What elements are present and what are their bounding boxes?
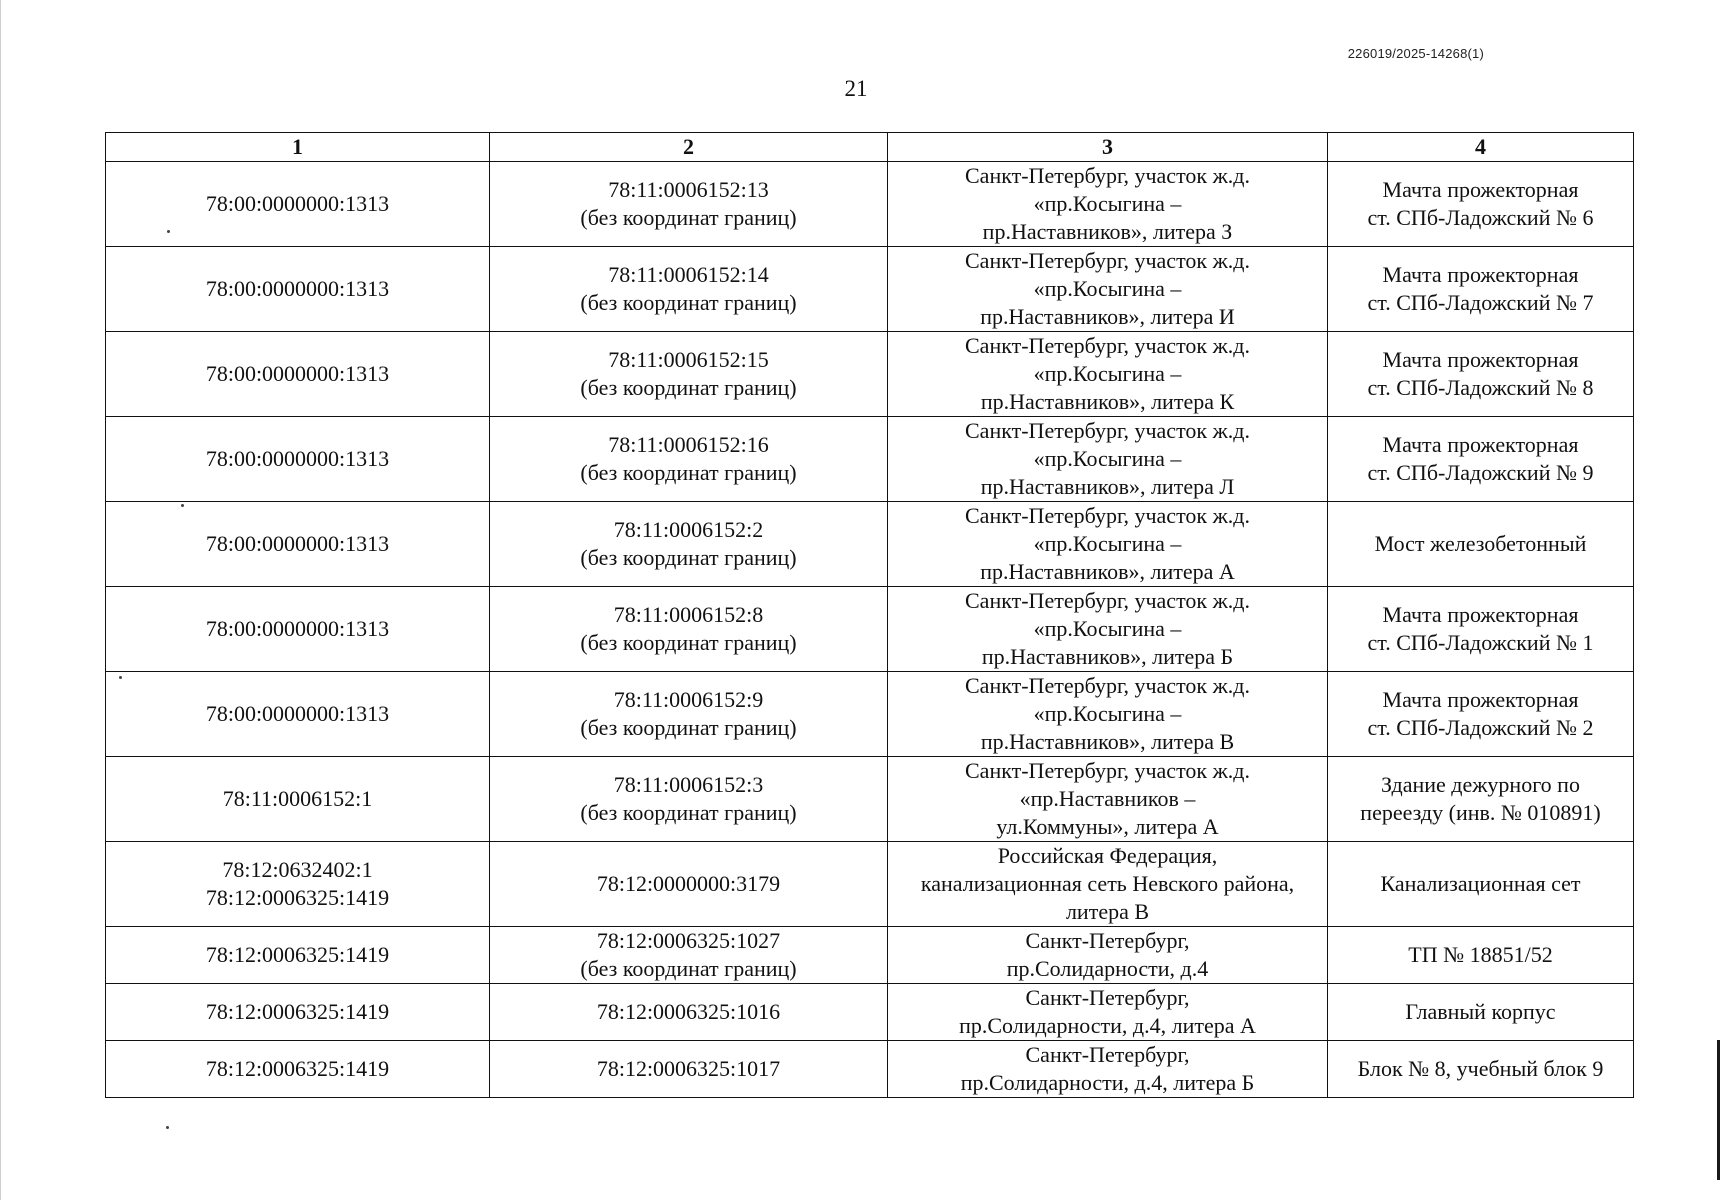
table-row: [106, 162, 1634, 247]
table-row: [106, 927, 1634, 984]
cell-text-line: Санкт-Петербург, участок ж.д.: [965, 163, 1250, 188]
table-row: [106, 332, 1634, 417]
cell-text-line: пр.Наставников», литера И: [980, 304, 1235, 329]
cell-text-line: (без координат границ): [580, 290, 797, 315]
cell-text-line: «пр.Косыгина –: [1033, 191, 1182, 216]
cell-text-line: ст. СПб-Ладожский № 9: [1367, 460, 1594, 485]
address-cell: [888, 927, 1328, 984]
object-name-cell: [1328, 162, 1634, 247]
address-cell: [888, 587, 1328, 672]
object-cadastral-number-cell: [490, 927, 888, 984]
address-cell: [888, 842, 1328, 927]
cell-text-line: Здание дежурного по: [1381, 772, 1580, 797]
object-name-cell: [1328, 672, 1634, 757]
cell-text-line: канализационная сеть Невского района,: [920, 871, 1295, 896]
cell-text-line: 78:12:0006325:1017: [596, 1056, 781, 1081]
cell-text-line: 78:12:0006325:1027: [596, 928, 781, 953]
cell-text-line: 78:00:0000000:1313: [205, 701, 390, 726]
cell-text-line: 78:12:0632402:1: [222, 857, 373, 882]
address-cell: [888, 162, 1328, 247]
address-cell: [888, 984, 1328, 1041]
cell-text-line: Блок № 8, учебный блок 9: [1357, 1056, 1604, 1081]
table-body: [106, 162, 1634, 1098]
cell-text-line: 78:00:0000000:1313: [205, 446, 390, 471]
cell-text-line: Канализационная сет: [1380, 871, 1581, 896]
cell-text-line: 78:11:0006152:1: [222, 786, 373, 811]
cell-text-line: ул.Коммуны», литера А: [996, 814, 1219, 839]
object-name-cell: [1328, 927, 1634, 984]
cadastral-number-cell: [106, 417, 490, 502]
cell-text-line: «пр.Косыгина –: [1033, 701, 1182, 726]
object-cadastral-number-cell: [490, 332, 888, 417]
cell-text-line: Мачта прожекторная: [1382, 602, 1579, 627]
cell-text-line: 78:12:0006325:1419: [205, 942, 390, 967]
cadastral-register-table: [105, 132, 1634, 1098]
address-cell: [888, 417, 1328, 502]
cadastral-number-cell: [106, 587, 490, 672]
object-cadastral-number-cell: [490, 247, 888, 332]
cell-text-line: пр.Наставников», литера Б: [981, 644, 1234, 669]
cell-text-line: литера В: [1065, 899, 1150, 924]
cell-text-line: 78:12:0006325:1016: [596, 999, 781, 1024]
object-cadastral-number-cell: [490, 842, 888, 927]
column-header-4: 4: [1328, 133, 1634, 162]
cell-text-line: 78:11:0006152:13: [608, 177, 769, 202]
cell-text-line: Мачта прожекторная: [1382, 687, 1579, 712]
address-cell: [888, 502, 1328, 587]
table-row: [106, 1041, 1634, 1098]
cell-text-line: Санкт-Петербург,: [1025, 1042, 1190, 1067]
cell-text-line: 78:00:0000000:1313: [205, 616, 390, 641]
cell-text-line: (без координат границ): [580, 800, 797, 825]
cell-text-line: «пр.Наставников –: [1019, 786, 1196, 811]
cadastral-number-cell: [106, 502, 490, 587]
object-cadastral-number-cell: [490, 417, 888, 502]
cell-text-line: ст. СПб-Ладожский № 1: [1367, 630, 1594, 655]
object-name-cell: [1328, 332, 1634, 417]
object-name-cell: [1328, 757, 1634, 842]
cell-text-line: пр.Наставников», литера З: [982, 219, 1233, 244]
cadastral-number-cell: [106, 247, 490, 332]
cell-text-line: (без координат границ): [580, 956, 797, 981]
cell-text-line: Санкт-Петербург, участок ж.д.: [965, 333, 1250, 358]
cell-text-line: Мачта прожекторная: [1382, 432, 1579, 457]
object-name-cell: [1328, 587, 1634, 672]
cell-text-line: пр.Наставников», литера Л: [980, 474, 1235, 499]
object-cadastral-number-cell: [490, 587, 888, 672]
cell-text-line: «пр.Косыгина –: [1033, 361, 1182, 386]
cell-text-line: Санкт-Петербург,: [1025, 928, 1190, 953]
column-header-3: 3: [888, 133, 1328, 162]
address-cell: [888, 757, 1328, 842]
cell-text-line: ст. СПб-Ладожский № 7: [1367, 290, 1594, 315]
cell-text-line: ТП № 18851/52: [1408, 942, 1553, 967]
object-cadastral-number-cell: [490, 162, 888, 247]
cell-text-line: ст. СПб-Ладожский № 6: [1367, 205, 1594, 230]
table-row: [106, 417, 1634, 502]
object-name-cell: [1328, 502, 1634, 587]
cell-text-line: пр.Солидарности, д.4, литера А: [959, 1013, 1256, 1038]
cell-text-line: 78:12:0006325:1419: [205, 885, 390, 910]
table-row: [106, 672, 1634, 757]
cadastral-number-cell: [106, 757, 490, 842]
cell-text-line: Российская Федерация,: [997, 843, 1218, 868]
cell-text-line: ст. СПб-Ладожский № 2: [1367, 715, 1594, 740]
cell-text-line: (без координат границ): [580, 375, 797, 400]
cell-text-line: 78:11:0006152:9: [613, 687, 764, 712]
object-name-cell: [1328, 1041, 1634, 1098]
address-cell: [888, 332, 1328, 417]
cell-text-line: (без координат границ): [580, 460, 797, 485]
cell-text-line: Санкт-Петербург, участок ж.д.: [965, 588, 1250, 613]
cadastral-number-cell: [106, 162, 490, 247]
cell-text-line: Санкт-Петербург, участок ж.д.: [965, 418, 1250, 443]
cadastral-number-cell: [106, 842, 490, 927]
object-cadastral-number-cell: [490, 757, 888, 842]
address-cell: [888, 1041, 1328, 1098]
cell-text-line: (без координат границ): [580, 205, 797, 230]
table-row: [106, 842, 1634, 927]
object-cadastral-number-cell: [490, 672, 888, 757]
cell-text-line: «пр.Косыгина –: [1033, 446, 1182, 471]
cell-text-line: 78:11:0006152:3: [613, 772, 764, 797]
cell-text-line: переезду (инв. № 010891): [1360, 800, 1601, 825]
cell-text-line: пр.Наставников», литера В: [980, 729, 1235, 754]
cadastral-number-cell: [106, 672, 490, 757]
table-row: [106, 247, 1634, 332]
table-row: [106, 984, 1634, 1041]
table-row: [106, 502, 1634, 587]
cell-text-line: 78:12:0006325:1419: [205, 999, 390, 1024]
table-row: [106, 757, 1634, 842]
cell-text-line: 78:00:0000000:1313: [205, 361, 390, 386]
table-row: [106, 587, 1634, 672]
cadastral-number-cell: [106, 332, 490, 417]
cell-text-line: (без координат границ): [580, 545, 797, 570]
object-name-cell: [1328, 417, 1634, 502]
cell-text-line: пр.Солидарности, д.4, литера Б: [960, 1070, 1255, 1095]
cell-text-line: 78:11:0006152:16: [608, 432, 769, 457]
cell-text-line: 78:00:0000000:1313: [205, 531, 390, 556]
object-name-cell: [1328, 247, 1634, 332]
address-cell: [888, 247, 1328, 332]
column-header-2: 2: [490, 133, 888, 162]
cell-text-line: Санкт-Петербург, участок ж.д.: [965, 503, 1250, 528]
cell-text-line: 78:11:0006152:2: [613, 517, 764, 542]
cadastral-number-cell: [106, 1041, 490, 1098]
document-registration-number: 226019/2025-14268(1): [1347, 46, 1484, 61]
cell-text-line: Главный корпус: [1405, 999, 1556, 1024]
cell-text-line: пр.Наставников», литера К: [980, 389, 1235, 414]
cell-text-line: Мост железобетонный: [1374, 531, 1587, 556]
cell-text-line: (без координат границ): [580, 630, 797, 655]
cell-text-line: Санкт-Петербург, участок ж.д.: [965, 673, 1250, 698]
cell-text-line: 78:12:0000000:3179: [596, 871, 781, 896]
page-number: 21: [844, 76, 868, 101]
cell-text-line: «пр.Косыгина –: [1033, 531, 1182, 556]
cell-text-line: пр.Солидарности, д.4: [1006, 956, 1209, 981]
scan-speck: [181, 504, 184, 507]
cell-text-line: Санкт-Петербург, участок ж.д.: [965, 758, 1250, 783]
cell-text-line: «пр.Косыгина –: [1033, 276, 1182, 301]
cell-text-line: Мачта прожекторная: [1382, 262, 1579, 287]
cell-text-line: Санкт-Петербург,: [1025, 985, 1190, 1010]
cell-text-line: 78:11:0006152:8: [613, 602, 764, 627]
object-name-cell: [1328, 842, 1634, 927]
cell-text-line: 78:12:0006325:1419: [205, 1056, 390, 1081]
object-name-cell: [1328, 984, 1634, 1041]
object-cadastral-number-cell: [490, 984, 888, 1041]
scan-speck: [166, 1126, 169, 1129]
column-header-1: 1: [106, 133, 490, 162]
cell-text-line: пр.Наставников», литера А: [980, 559, 1235, 584]
cell-text-line: 78:00:0000000:1313: [205, 276, 390, 301]
cadastral-number-cell: [106, 927, 490, 984]
cell-text-line: Мачта прожекторная: [1382, 347, 1579, 372]
cell-text-line: Санкт-Петербург, участок ж.д.: [965, 248, 1250, 273]
address-cell: [888, 672, 1328, 757]
table-header-row: [106, 133, 1634, 162]
cell-text-line: 78:11:0006152:14: [608, 262, 769, 287]
cell-text-line: 78:11:0006152:15: [608, 347, 769, 372]
cell-text-line: (без координат границ): [580, 715, 797, 740]
cell-text-line: ст. СПб-Ладожский № 8: [1367, 375, 1594, 400]
scan-speck: [167, 230, 170, 233]
cell-text-line: «пр.Косыгина –: [1033, 616, 1182, 641]
object-cadastral-number-cell: [490, 502, 888, 587]
cell-text-line: 78:00:0000000:1313: [205, 191, 390, 216]
cell-text-line: Мачта прожекторная: [1382, 177, 1579, 202]
scan-speck: [119, 676, 122, 679]
object-cadastral-number-cell: [490, 1041, 888, 1098]
cadastral-number-cell: [106, 984, 490, 1041]
